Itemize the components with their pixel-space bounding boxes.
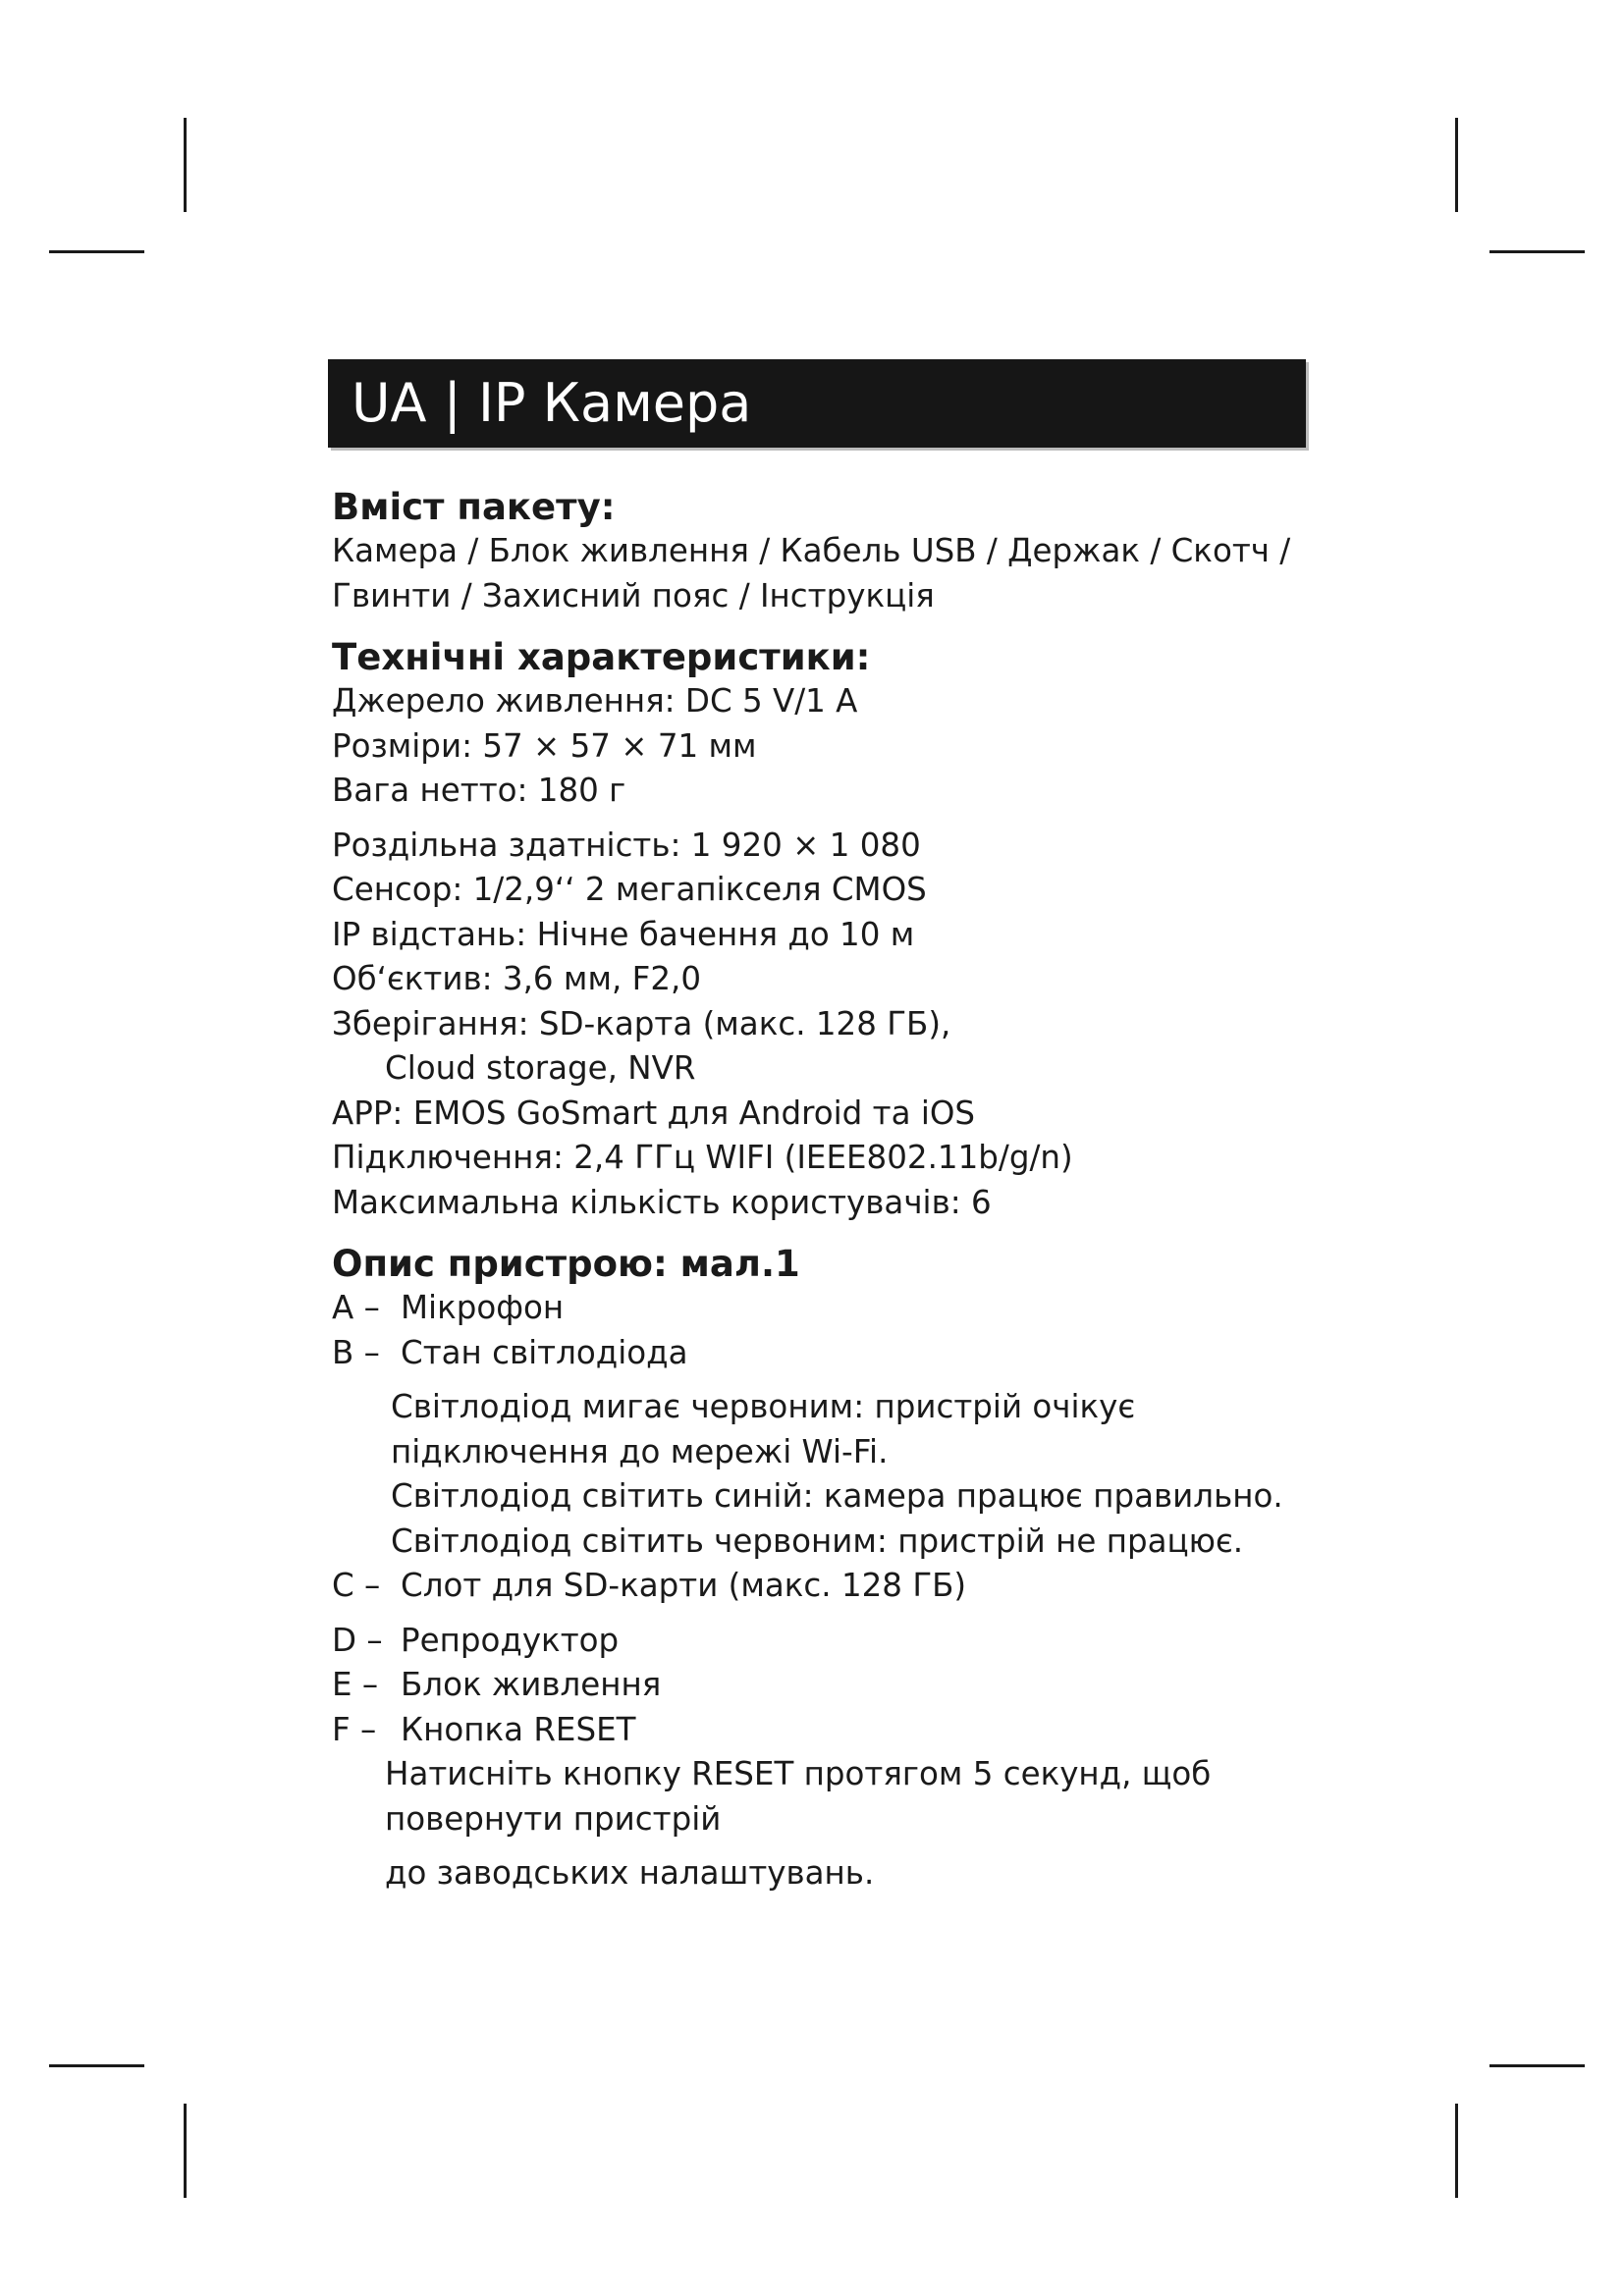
spec-storage-continued: Cloud storage, NVR bbox=[385, 1049, 696, 1087]
description-letter: C – bbox=[332, 1567, 381, 1604]
spec-connection: Підключення: 2,4 ГГц WIFI (IEEE802.11b/g/n) bbox=[332, 1139, 1073, 1176]
led-note: Світлодіод світить синій: камера працює правильно. bbox=[391, 1477, 1283, 1515]
spec-power: Джерело живлення: DC 5 V/1 A bbox=[332, 682, 858, 720]
description-heading: Опис пристрою: мал.1 bbox=[332, 1243, 800, 1285]
description-text: Слот для SD-карти (макс. 128 ГБ) bbox=[401, 1567, 967, 1604]
description-letter: F – bbox=[332, 1710, 377, 1748]
spec-weight: Вага нетто: 180 г bbox=[332, 772, 626, 809]
spec-app: APP: EMOS GoSmart для Android та iOS bbox=[332, 1094, 976, 1132]
document-content bbox=[332, 486, 1314, 1896]
crop-mark-top-left-horizontal bbox=[49, 250, 144, 253]
spec-lens: Об‘єктив: 3,6 мм, F2,0 bbox=[332, 960, 702, 997]
spec-ir-distance: IP відстань: Нічне бачення до 10 м bbox=[332, 915, 915, 953]
specs-section bbox=[332, 636, 1314, 1225]
led-note: Світлодіод мигає червоним: пристрій очікує bbox=[391, 1388, 1136, 1425]
spec-resolution: Роздільна здатність: 1 920 × 1 080 bbox=[332, 826, 921, 864]
description-item-b bbox=[332, 1331, 1314, 1376]
package-line: Гвинти / Захисний пояс / Інструкція bbox=[332, 576, 935, 614]
description-item-d bbox=[332, 1619, 1314, 1664]
description-item-a bbox=[332, 1286, 1314, 1331]
reset-note: до заводських налаштувань. bbox=[385, 1854, 875, 1892]
description-text: Блок живлення bbox=[401, 1666, 662, 1703]
reset-note: повернути пристрій bbox=[385, 1799, 722, 1838]
page-title: UA | IP Камера bbox=[352, 372, 752, 434]
crop-mark-top-right-vertical bbox=[1455, 118, 1458, 212]
spec-dimensions: Розміри: 57 × 57 × 71 мм bbox=[332, 726, 757, 765]
description-letter: D – bbox=[332, 1621, 383, 1659]
spec-sensor: Сенсор: 1/2,9‘‘ 2 мегапікселя CMOS bbox=[332, 871, 927, 908]
led-note: Світлодіод світить червоним: пристрій не працює. bbox=[391, 1522, 1244, 1560]
package-line: Камера / Блок живлення / Кабель USB / Держак / Скотч / bbox=[332, 532, 1291, 569]
reset-note: Натисніть кнопку RESET протягом 5 секунд, щоб bbox=[385, 1755, 1212, 1792]
crop-mark-bottom-left-horizontal bbox=[49, 2064, 144, 2067]
package-section bbox=[332, 486, 1314, 618]
crop-mark-bottom-right-vertical bbox=[1455, 2104, 1458, 2198]
description-text: Мікрофон bbox=[401, 1289, 565, 1326]
description-section bbox=[332, 1243, 1314, 1896]
crop-mark-bottom-right-horizontal bbox=[1489, 2064, 1585, 2067]
description-letter: E – bbox=[332, 1666, 379, 1703]
package-heading: Вміст пакету: bbox=[332, 486, 616, 528]
description-letter: B – bbox=[332, 1333, 380, 1371]
crop-mark-top-right-horizontal bbox=[1489, 250, 1585, 253]
description-text: Кнопка RESET bbox=[401, 1710, 636, 1748]
crop-mark-top-left-vertical bbox=[184, 118, 187, 212]
description-item-f bbox=[332, 1708, 1314, 1753]
spec-storage: Зберігання: SD-карта (макс. 128 ГБ), bbox=[332, 1004, 951, 1042]
description-item-e bbox=[332, 1663, 1314, 1708]
description-text: Стан світлодіода bbox=[401, 1333, 688, 1371]
led-note: підключення до мережі Wi-Fi. bbox=[391, 1432, 889, 1470]
description-letter: A – bbox=[332, 1289, 380, 1326]
spec-max-users: Максимальна кількість користувачів: 6 bbox=[332, 1183, 992, 1221]
specs-heading: Технічні характеристики: bbox=[332, 636, 871, 678]
crop-mark-bottom-left-vertical bbox=[184, 2104, 187, 2198]
description-item-c bbox=[332, 1564, 1314, 1609]
description-text: Репродуктор bbox=[401, 1621, 620, 1659]
title-bar bbox=[328, 359, 1306, 448]
